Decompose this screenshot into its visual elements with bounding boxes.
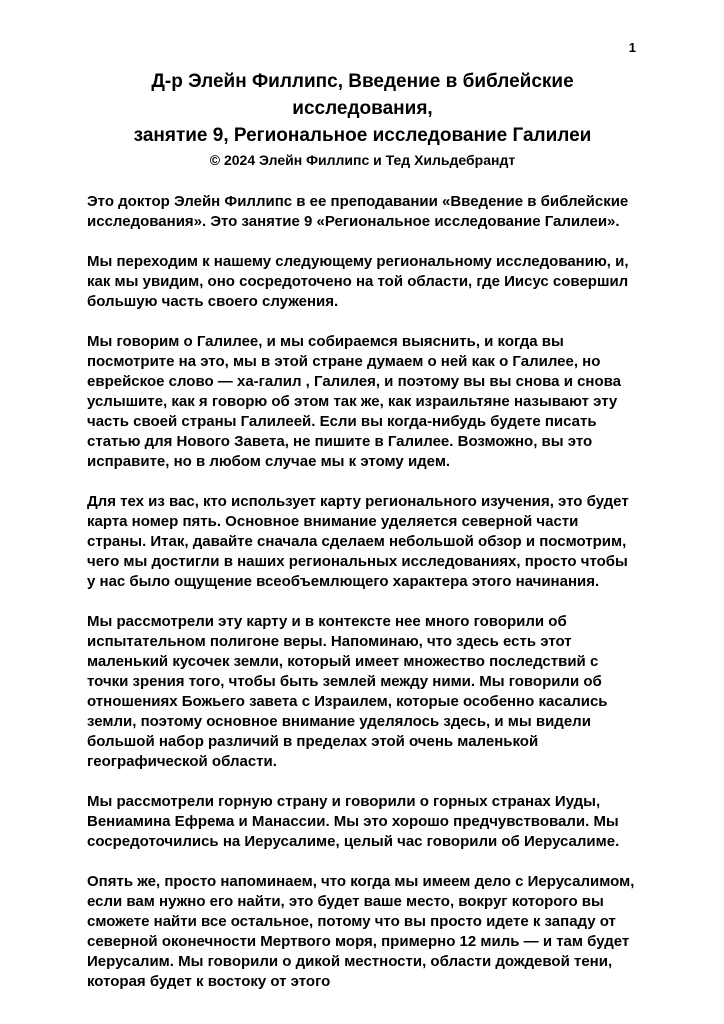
title-line-1: Д-р Элейн Филлипс, Введение в библейские исследования, xyxy=(151,71,574,119)
paragraph-6: Мы рассмотрели горную страну и говорили о горных странах Иуды, Вениамина Ефрема и Манассии. Мы это хорошо предчувствовали. Мы сосредоточились на Иерусалиме, целый час говорили об Иерусалиме. xyxy=(87,793,620,850)
paragraph-2: Мы переходим к нашему следующему региональному исследованию, и, как мы увидим, оно сосредоточено на той области, где Иисус совершил большую часть своего служения. xyxy=(87,253,629,310)
title-line-2: занятие 9, Региональное исследование Галилеи xyxy=(133,125,592,146)
paragraph-1: Это доктор Элейн Филлипс в ее преподавании «Введение в библейские исследования». Это занятие 9 «Региональное исследование Галилеи». xyxy=(87,193,629,230)
document-title xyxy=(87,68,638,149)
page-number: 1 xyxy=(628,40,636,55)
paragraph-3: Мы говорим о Галилее, и мы собираемся выяснить, и когда вы посмотрите на это, мы в этой стране думаем о ней как о Галилее, но еврейское слово — ха-галил , Галилея, и поэтому вы вы снова и снова услышите, как я говорю об этом так же, как израильтяне называют эту часть своей страны Галилеей. Если вы когда-нибудь будете писать статью для Нового Завета, не пишите в Галилее. Возможно, вы это исправите, но в любом случае мы к этому идем. xyxy=(87,333,622,470)
paragraph-5: Мы рассмотрели эту карту и в контексте нее много говорили об испытательном полигоне веры. Напоминаю, что здесь есть этот маленький кусочек земли, который имеет множество последствий с точки зрения того, чтобы быть землей между ними. Мы говорили об отношениях Божьего завета с Израилем, которые особенно касались земли, поэтому основное внимание уделялось здесь, и мы видели большой набор различий в пределах этой очень маленькой географической области. xyxy=(87,613,608,770)
paragraph-7: Опять же, просто напоминаем, что когда мы имеем дело с Иерусалимом, если вам нужно его найти, это будет ваше место, вокруг которого вы сможете найти все остальное, потому что вы просто идете к западу от северной оконечности Мертвого моря, примерно 12 миль — и там будет Иерусалим. Мы говорили о дикой местности, области дождевой тени, которая будет к востоку от этого xyxy=(87,873,635,990)
copyright-line: © 2024 Элейн Филлипс и Тед Хильдебрандт xyxy=(209,152,516,168)
paragraph-4: Для тех из вас, кто использует карту регионального изучения, это будет карта номер пять. Основное внимание уделяется северной части страны. Итак, давайте сначала сделаем небольшой обзор и посмотрим, чего мы достигли в наших региональных исследованиях, просто чтобы у нас было ощущение всеобъемлющего характера этого начинания. xyxy=(87,493,629,590)
document-body xyxy=(87,192,638,992)
